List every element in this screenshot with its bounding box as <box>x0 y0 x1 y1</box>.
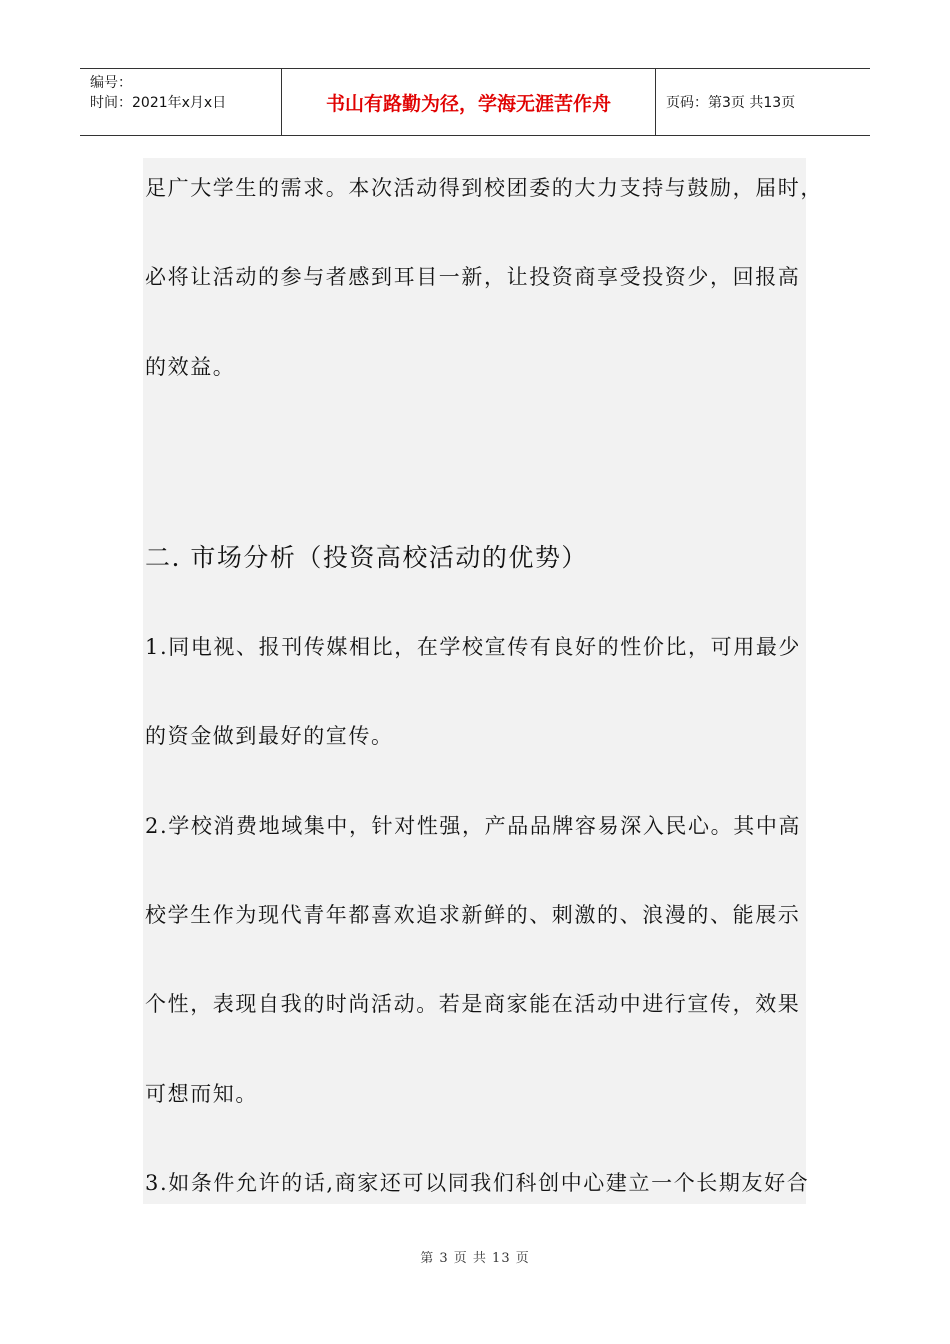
number-label: 编号： <box>90 75 132 91</box>
time-label: 时间：2021年x月x日 <box>90 95 227 111</box>
point-line: 个性，表现自我的时尚活动。若是商家能在活动中进行宣传，效果 <box>145 992 801 1016</box>
point-line: 的资金做到最好的宣传。 <box>145 724 394 748</box>
content-area <box>143 158 806 1204</box>
header-motto: 书山有路勤为径，学海无涯苦作舟 <box>282 69 656 135</box>
header-page-info: 页码：第3页 共13页 <box>666 95 796 111</box>
body-line: 必将让活动的参与者感到耳目一新，让投资商享受投资少，回报高 <box>145 265 801 289</box>
body-line: 足广大学生的需求。本次活动得到校团委的大力支持与鼓励，届时， <box>145 176 823 200</box>
header-meta <box>80 69 282 135</box>
point-line: 校学生作为现代青年都喜欢追求新鲜的、刺激的、浪漫的、能展示 <box>145 903 801 927</box>
point-line: 2.学校消费地域集中，针对性强，产品品牌容易深入民心。其中高 <box>145 814 802 838</box>
point-line: 3.如条件允许的话,商家还可以同我们科创中心建立一个长期友好合 <box>145 1171 810 1195</box>
body-line: 的效益。 <box>145 355 236 379</box>
page-header <box>80 68 870 136</box>
point-line: 可想而知。 <box>145 1082 258 1106</box>
point-line: 1.同电视、报刊传媒相比，在学校宣传有良好的性价比，可用最少 <box>145 635 802 659</box>
section-heading: 二. 市场分析（投资高校活动的优势） <box>145 543 588 572</box>
page-footer: 第 3 页 共 13 页 <box>420 1251 530 1266</box>
